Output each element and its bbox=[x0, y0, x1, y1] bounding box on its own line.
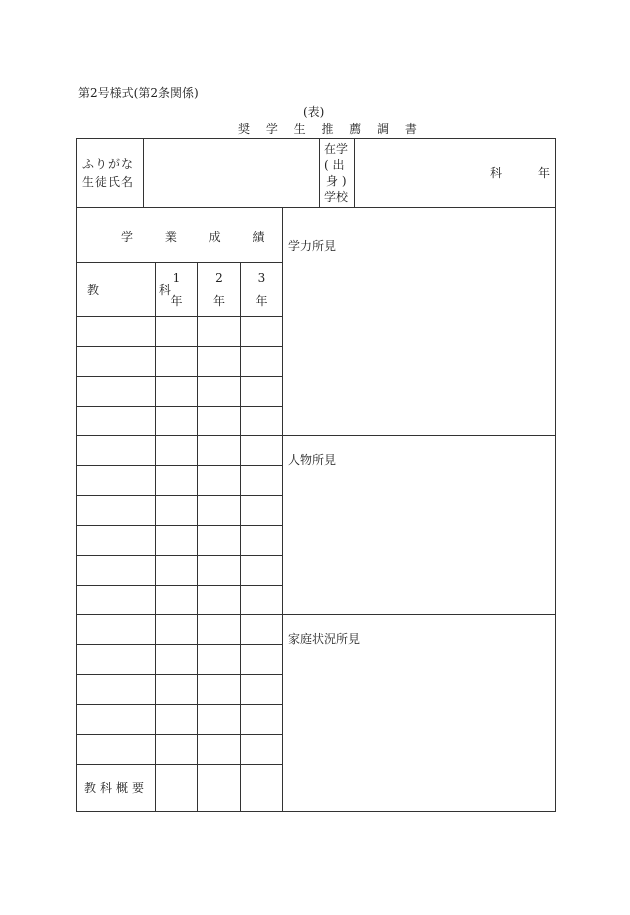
character-opinion-field[interactable] bbox=[283, 436, 555, 614]
year-1-unit: 年 bbox=[170, 294, 183, 308]
year-3-num: 3 bbox=[257, 271, 266, 285]
subject-summary-label: 教科概要 bbox=[84, 781, 149, 795]
year-2-num: 2 bbox=[215, 271, 223, 285]
school-label-3: 身 ) bbox=[326, 174, 347, 188]
subject-header: 教 科 bbox=[87, 283, 199, 297]
school-label-1: 在学 bbox=[324, 142, 349, 156]
character-opinion-label: 人物所見 bbox=[288, 453, 337, 467]
name-label-student: 生徒氏名 bbox=[82, 175, 135, 189]
page-title: 奨 学 生 推 薦 調 書 bbox=[238, 122, 423, 136]
school-field[interactable] bbox=[355, 139, 555, 207]
year-1-num: 1 bbox=[172, 271, 181, 285]
name-label-furigana: ふりがな bbox=[82, 157, 135, 171]
family-opinion-field[interactable] bbox=[283, 615, 555, 811]
school-label-4: 学校 bbox=[324, 190, 349, 204]
grades-section-title: 学 業 成 績 bbox=[121, 230, 279, 244]
student-name-field[interactable] bbox=[144, 139, 319, 207]
school-label-2: ( 出 bbox=[324, 158, 345, 172]
academic-opinion-field[interactable] bbox=[283, 208, 555, 435]
year-2-unit: 年 bbox=[212, 294, 225, 308]
year-3-unit: 年 bbox=[255, 294, 268, 308]
side-label: (表) bbox=[303, 105, 325, 119]
academic-opinion-label: 学力所見 bbox=[288, 239, 337, 253]
dept-suffix: 科 bbox=[490, 166, 503, 180]
family-opinion-label: 家庭状況所見 bbox=[288, 632, 361, 646]
year-suffix: 年 bbox=[538, 166, 551, 180]
form-number: 第2号様式(第2条関係) bbox=[78, 86, 199, 100]
